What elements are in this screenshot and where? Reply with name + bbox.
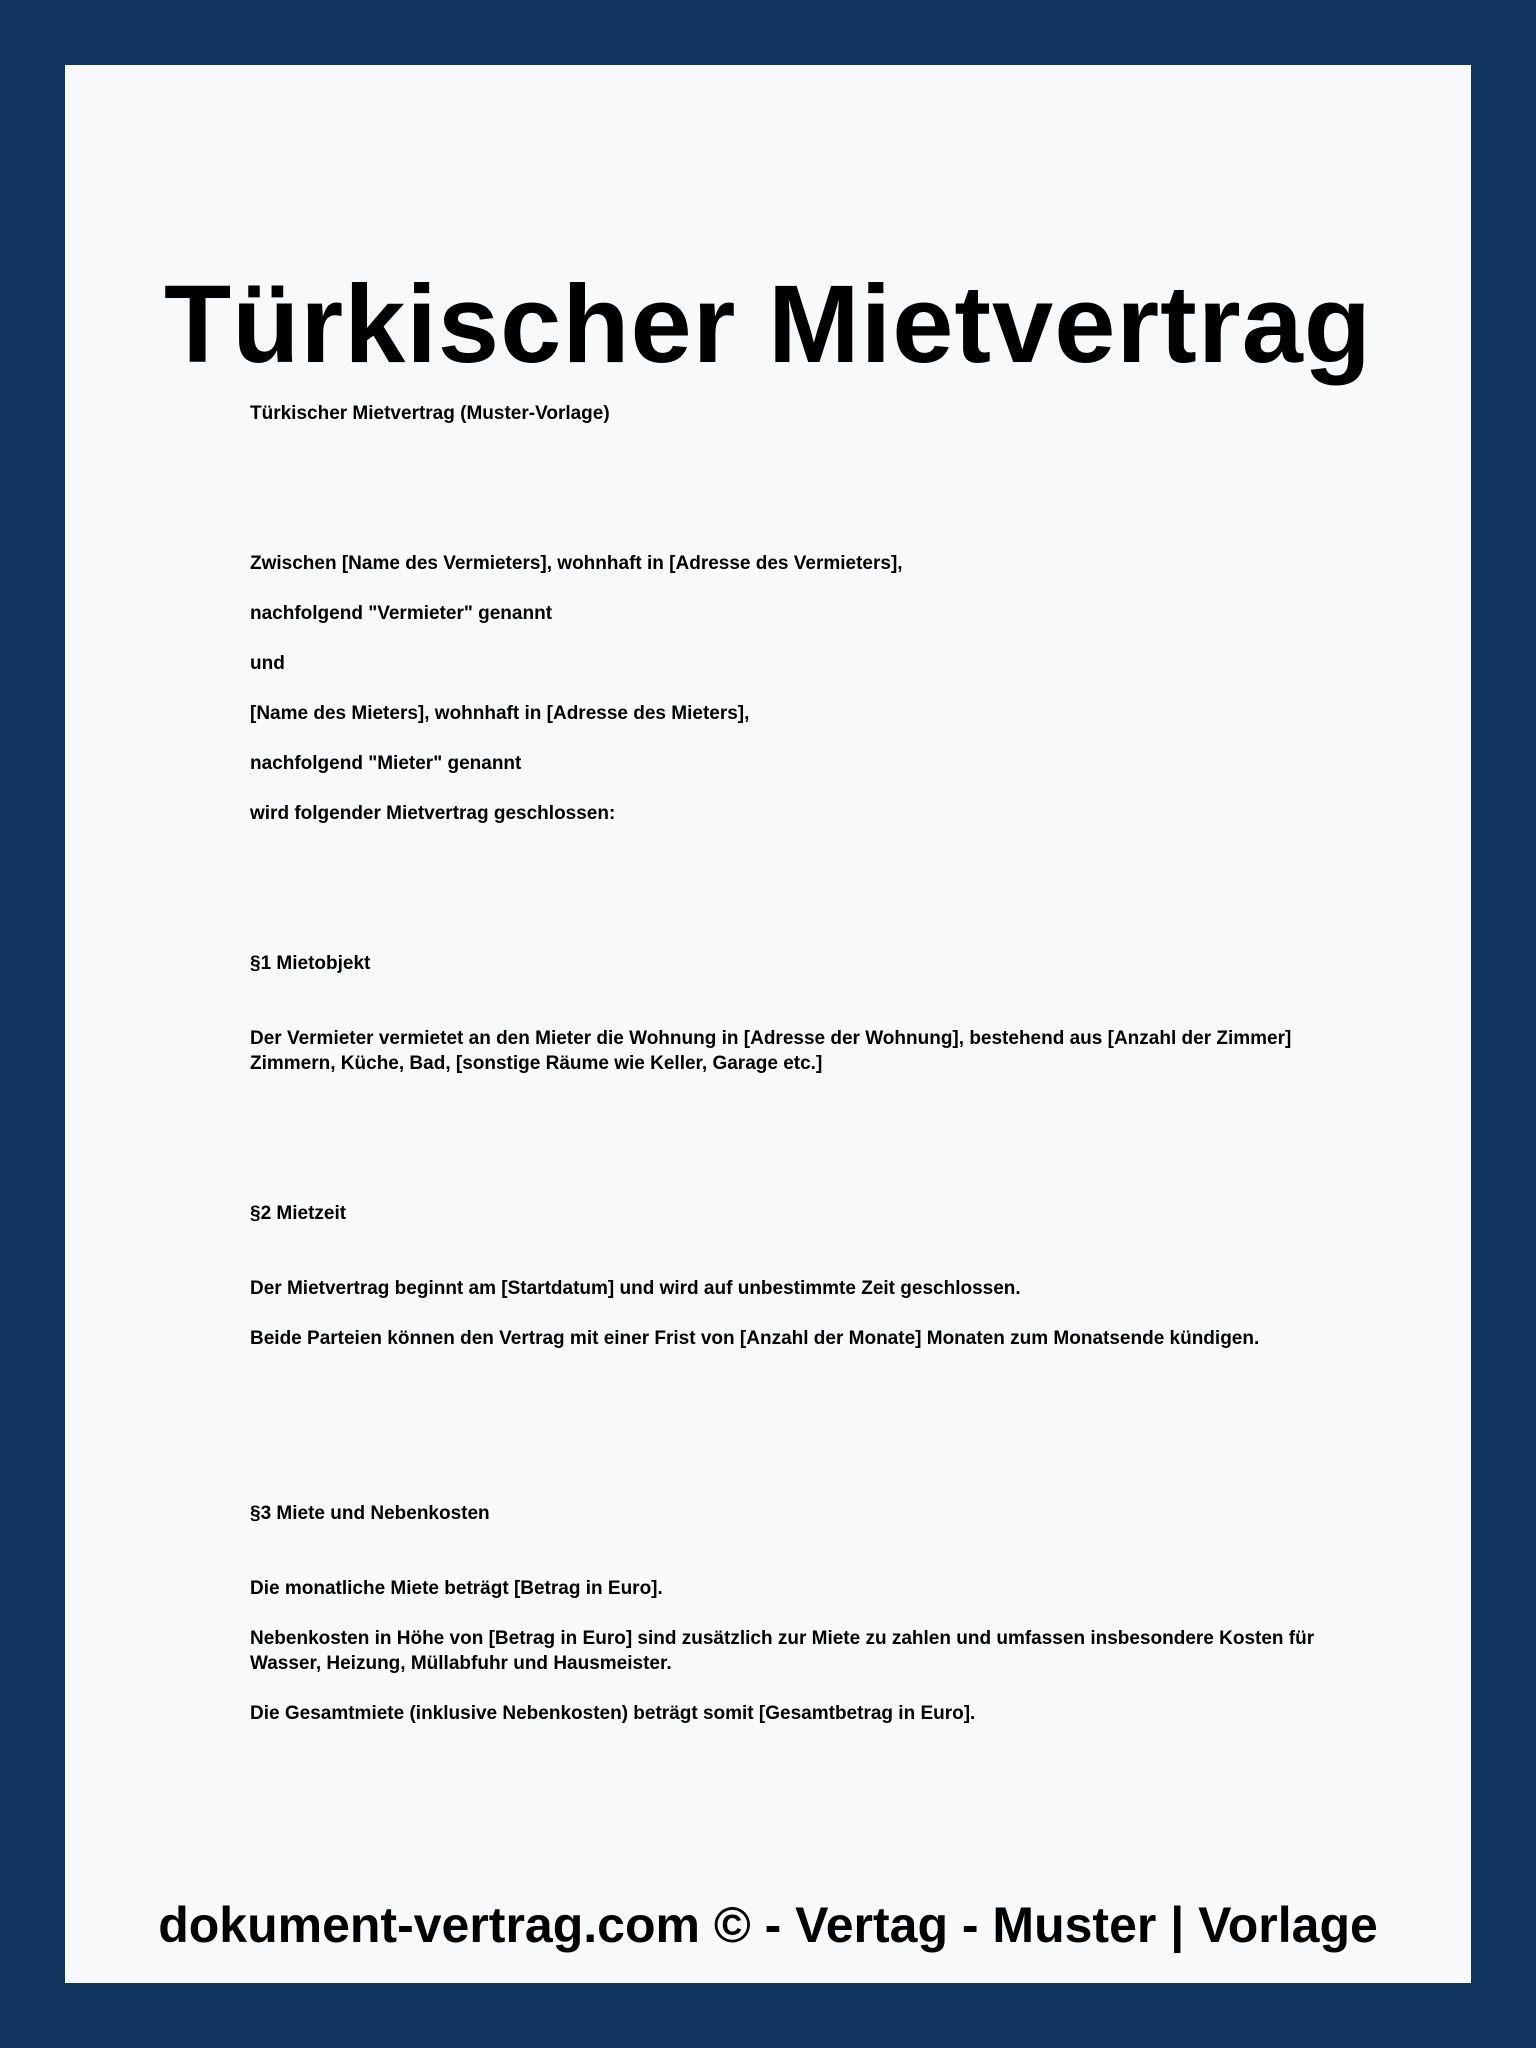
landlord-party: Zwischen [Name des Vermieters], wohnhaft in [Adresse des Vermieters],: [250, 553, 903, 574]
section-paragraph: Die monatliche Miete beträgt [Betrag in Euro].: [250, 1578, 663, 1599]
section-paragraph: Der Vermieter vermietet an den Mieter die Wohnung in [Adresse der Wohnung], bestehend aus [Anzahl der Zimmer] Zimmern, Küche, Bad, [sonstige Räume wie Keller, Garage etc.]: [250, 1028, 1292, 1074]
section-paragraph: Nebenkosten in Höhe von [Betrag in Euro] sind zusätzlich zur Miete zu zahlen und umfassen insbesondere Kosten für Wasser, Heizung, Müllabfuhr und Hausmeister.: [250, 1628, 1315, 1674]
section-paragraph: Die Gesamtmiete (inklusive Nebenkosten) beträgt somit [Gesamtbetrag in Euro].: [250, 1703, 976, 1724]
document-subtitle: Türkischer Mietvertrag (Muster-Vorlage): [250, 403, 610, 424]
site-footer: dokument-vertrag.com © - Vertag - Muster | Vorlage: [158, 1897, 1378, 1953]
section-paragraph: Der Mietvertrag beginnt am [Startdatum] und wird auf unbestimmte Zeit geschlossen.: [250, 1278, 1021, 1299]
document-title: Türkischer Mietvertrag: [164, 263, 1372, 386]
section-heading: §2 Mietzeit: [250, 1203, 347, 1224]
landlord-designation: nachfolgend "Vermieter" genannt: [250, 603, 553, 624]
party-connector: und: [250, 653, 285, 674]
tenant-party: [Name des Mieters], wohnhaft in [Adresse des Mieters],: [250, 703, 750, 724]
section-heading: §1 Mietobjekt: [250, 953, 371, 974]
section-heading: §3 Miete und Nebenkosten: [250, 1503, 490, 1524]
contract-conclusion: wird folgender Mietvertrag geschlossen:: [250, 803, 616, 824]
document-page: [65, 65, 1471, 1983]
section-paragraph: Beide Parteien können den Vertrag mit einer Frist von [Anzahl der Monate] Monaten zum Monatsende kündigen.: [250, 1328, 1260, 1349]
tenant-designation: nachfolgend "Mieter" genannt: [250, 753, 522, 774]
